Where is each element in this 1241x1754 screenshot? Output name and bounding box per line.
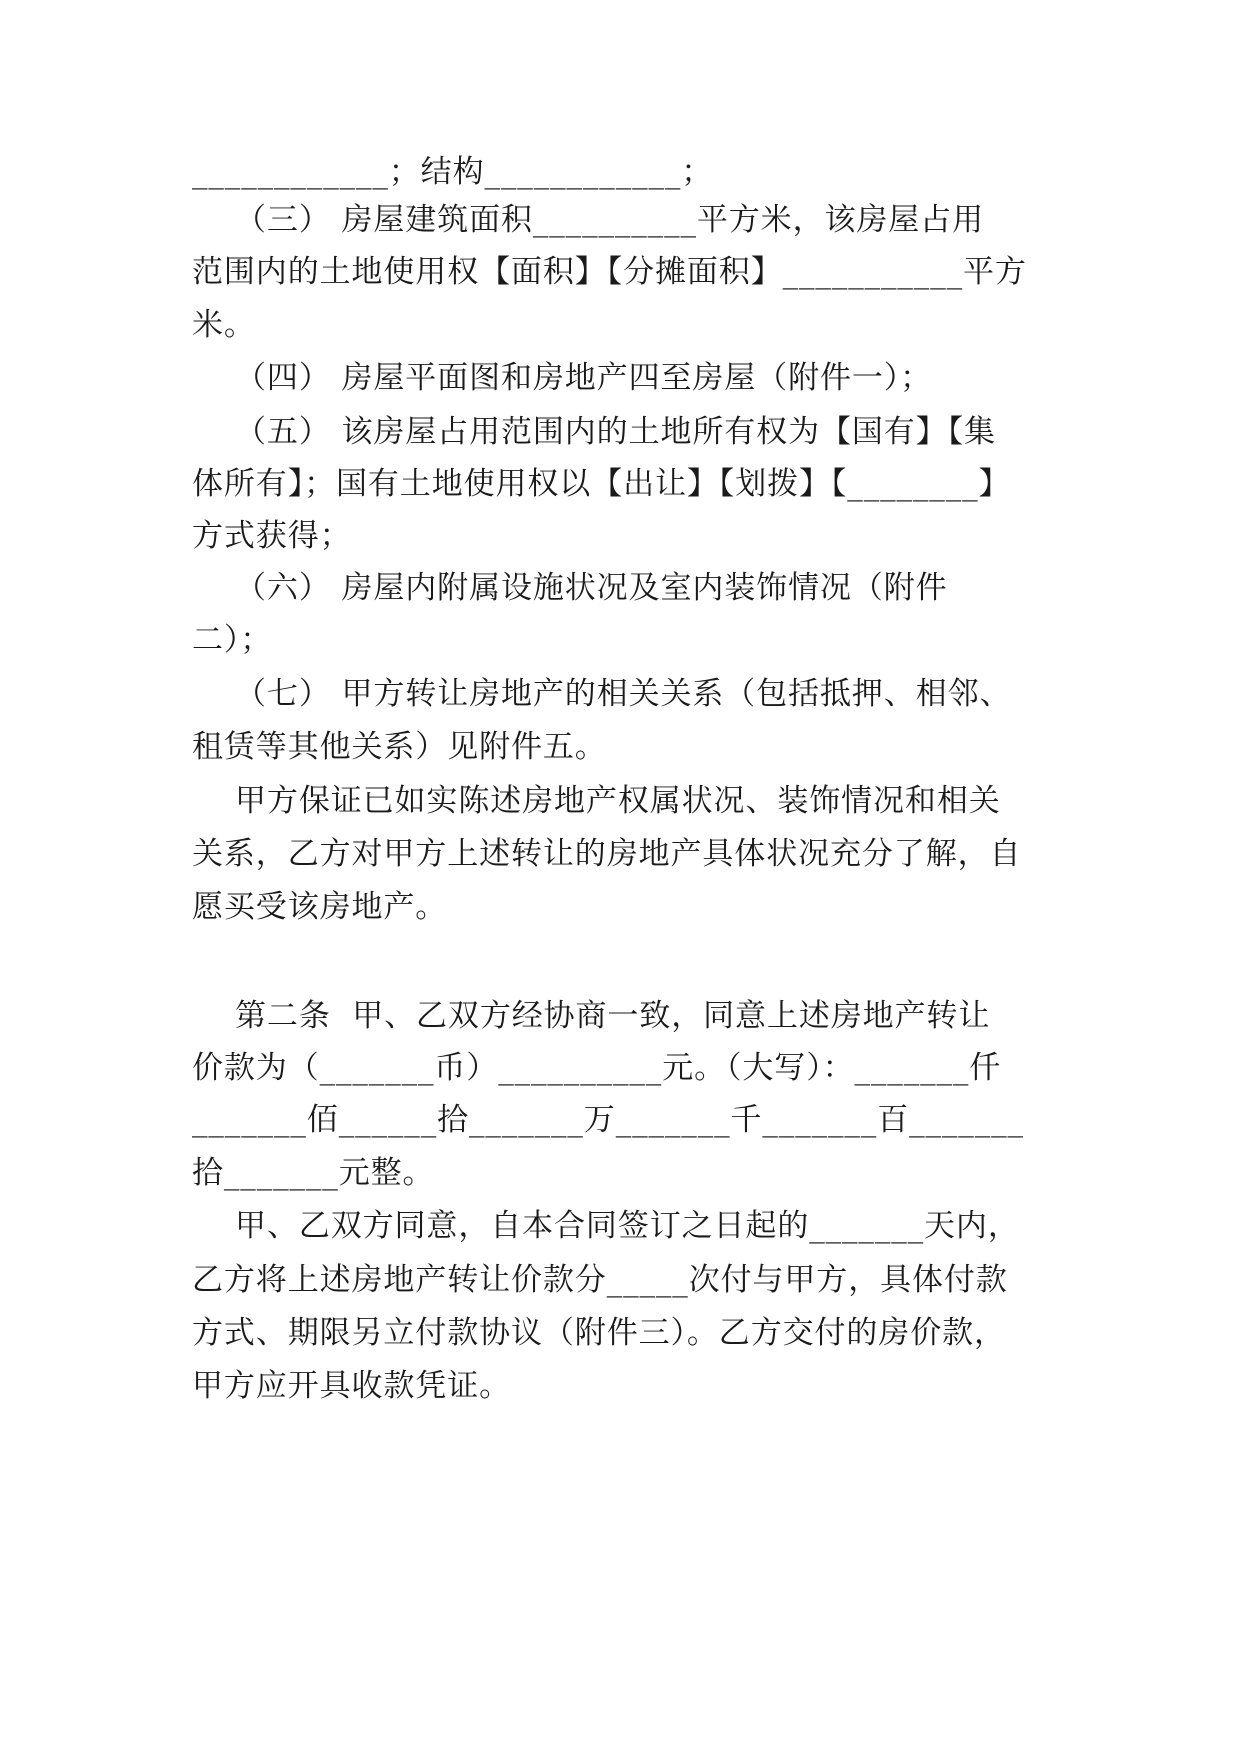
text-line-22: 方式、期限另立付款协议（附件三）。乙方交付的房价款， [192, 1315, 1006, 1351]
text-line-2: （三） 房屋建筑面积__________平方米，该房屋占用 [192, 202, 984, 238]
text-line-11: （七） 甲方转让房地产的相关关系（包括抵押、相邻、 [192, 676, 1012, 712]
text-line-8: 方式获得； [192, 518, 352, 554]
text-line-17: 价款为（_______币）__________元。（大写）：_______仟 [192, 1050, 1002, 1086]
text-line-20: 甲、乙双方同意，自本合同签订之日起的_______天内， [192, 1208, 1020, 1244]
text-line-3: 范围内的土地使用权【面积】【分摊面积】___________平方 [192, 254, 1027, 290]
text-line-15: 愿买受该房地产。 [192, 889, 448, 925]
text-line-13: 甲方保证已如实陈述房地产权属状况、装饰情况和相关 [192, 783, 1001, 819]
text-line-10: 二）； [192, 622, 273, 658]
text-line-7: 体所有】；国有土地使用权以【出让】【划拨】【________】 [192, 466, 1011, 502]
text-line-12: 租赁等其他关系）见附件五。 [192, 729, 607, 765]
text-line-14: 关系，乙方对甲方上述转让的房地产具体状况充分了解，自 [192, 836, 1022, 872]
text-line-19: 拾_______元整。 [192, 1155, 435, 1191]
text-line-6: （五） 该房屋占用范围内的土地所有权为【国有】【集 [192, 414, 996, 450]
text-line-23: 甲方应开具收款凭证。 [192, 1368, 511, 1404]
text-line-21: 乙方将上述房地产转让价款分_____次付与甲方，具体付款 [192, 1262, 1008, 1298]
text-line-9: （六） 房屋内附属设施状况及室内装饰情况（附件 [192, 570, 948, 606]
text-line-16: 第二条 甲、乙双方经协商一致，同意上述房地产转让 [192, 998, 991, 1034]
text-line-4: 米。 [192, 307, 256, 343]
text-line-5: （四） 房屋平面图和房地产四至房屋（附件一）； [192, 360, 933, 396]
text-line-18: _______佰______拾_______万_______千_______百_______ [192, 1102, 1024, 1138]
text-line-1: ____________；结构____________； [192, 154, 714, 190]
